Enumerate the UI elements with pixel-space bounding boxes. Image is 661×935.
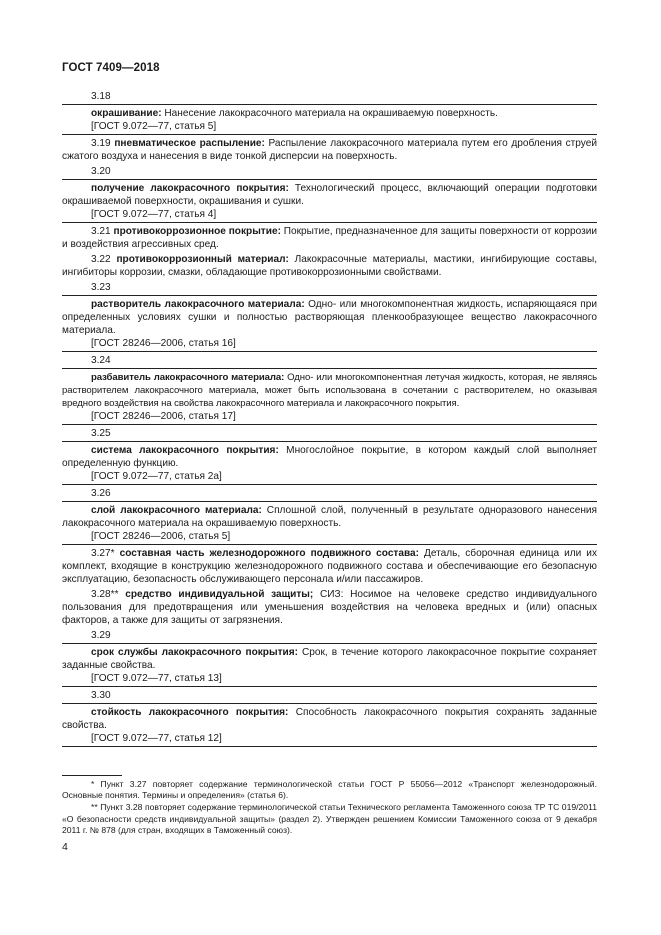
definition-text (62, 182, 597, 208)
term-entry (62, 225, 597, 251)
entry-number: 3.19 (91, 138, 111, 149)
term-definition: Способность лакокрасочного покрытия сохранять заданные свойства. (62, 707, 597, 731)
source-reference: [ГОСТ 9.072—77, статья 2а] (91, 471, 222, 482)
entry-number: 3.22 (91, 254, 111, 265)
term-name: окрашивание: (91, 108, 162, 119)
term-name: получение лакокрасочного покрытия: (91, 183, 289, 194)
footnote-item: * Пункт 3.27 повторяет содержание терминологической статьи ГОСТ Р 55056—2012 «Транспорт железнодорожный. Основные понятия. Термины и определения» (статья 6). (62, 779, 597, 801)
term-definition: Сплошной слой, полученный в результате одноразового нанесения лакокрасочного материала на окрашиваемую поверхность. (62, 505, 598, 529)
term-name: система лакокрасочного покрытия: (91, 445, 279, 456)
footnotes (62, 775, 597, 837)
term-name: растворитель лакокрасочного материала: (91, 299, 305, 310)
term-entry (62, 281, 597, 352)
entry-number: 3.25 (91, 428, 111, 439)
source-reference: [ГОСТ 9.072—77, статья 12] (91, 733, 222, 744)
term-entry (62, 253, 597, 279)
definition-text (62, 444, 597, 470)
terms-section (62, 90, 597, 749)
term-entry (62, 137, 597, 163)
definition-box (62, 179, 597, 223)
term-entry (62, 629, 597, 687)
term-entry (62, 487, 597, 545)
term-name: разбавитель лакокрасочного материала: (91, 372, 285, 383)
term-name: срок службы лакокрасочного покрытия: (91, 647, 298, 658)
document-header: ГОСТ 7409—2018 (62, 62, 160, 74)
page-number: 4 (62, 841, 68, 853)
definition-box (62, 703, 597, 747)
term-definition: Многослойное покрытие, в котором каждый слой выполняет определенную функцию. (62, 445, 597, 469)
term-entry (62, 354, 597, 425)
entry-number: 3.28** (91, 589, 119, 600)
definition-box (62, 104, 597, 135)
entry-number: 3.26 (91, 488, 111, 499)
entry-number: 3.27* (91, 548, 115, 559)
term-name: противокоррозионное покрытие: (113, 226, 281, 237)
footnote-item: ** Пункт 3.28 повторяет содержание терминологической статьи Технического регламента Таможенного союза ТР ТС 019/2011 «О безопасности средств индивидуальной защиты» (раздел 2). Утвержден решением Комиссии Таможенного союза от 9 декабря 2011 г. № 878 (для стран, входящих в Таможенный союз). (62, 802, 597, 835)
term-name: противокоррозионный материал: (116, 254, 289, 265)
term-entry (62, 689, 597, 747)
term-name: составная часть железнодорожного подвижного состава: (119, 548, 420, 559)
term-entry (62, 90, 597, 135)
term-entry (62, 165, 597, 223)
definition-box (62, 368, 597, 425)
term-definition: Одно- или многокомпонентная жидкость, испаряющаяся при определенных условиях сушки и полностью растворяющая пленкообразующее вещество лакокрасочного материала. (62, 299, 597, 336)
entry-number: 3.24 (91, 355, 111, 366)
source-reference: [ГОСТ 9.072—77, статья 4] (91, 209, 217, 220)
entry-number: 3.20 (91, 166, 111, 177)
source-reference: [ГОСТ 9.072—77, статья 5] (91, 121, 217, 132)
term-name: слой лакокрасочного материала: (91, 505, 262, 516)
term-definition: Лакокрасочные материалы, мастики, ингибирующие составы, ингибиторы коррозии, смазки, обладающие противокоррозионными свойствами. (62, 254, 598, 278)
source-reference: [ГОСТ 28246—2006, статья 5] (91, 531, 231, 542)
source-reference: [ГОСТ 28246—2006, статья 17] (91, 411, 236, 422)
term-name: стойкость лакокрасочного покрытия: (91, 707, 289, 718)
definition-text (62, 298, 597, 337)
term-entry (62, 588, 597, 627)
term-entry (62, 427, 597, 485)
definition-text (62, 706, 597, 732)
term-definition: Нанесение лакокрасочного материала на окрашиваемую поверхность. (161, 108, 498, 119)
definition-box (62, 643, 597, 687)
definition-text (62, 646, 597, 672)
source-reference: [ГОСТ 9.072—77, статья 13] (91, 673, 222, 684)
term-definition: Срок, в течение которого лакокрасочное покрытие сохраняет заданные свойства. (62, 647, 597, 671)
entry-number: 3.23 (91, 282, 111, 293)
term-definition: Одно- или многокомпонентная летучая жидкость, которая, не являясь растворителем лакокрасочного материала, может быть использована в сочетании с растворителем, но оказывая вредного воздействия на свойства лакокрасочного материала и лакокрасочного покрытия. (62, 372, 597, 409)
term-definition: Деталь, сборочная единица или их комплект, входящие в конструкцию железнодорожного подвижного состава и обеспечивающие его безопасную эксплуатацию, безопасность обслуживающего персонала и/или пассажиров. (62, 548, 597, 585)
term-entry (62, 547, 597, 586)
definition-text (62, 371, 597, 410)
footnote-divider (62, 775, 122, 776)
definition-box (62, 501, 597, 545)
definition-text (62, 107, 597, 120)
entry-number: 3.29 (91, 630, 111, 641)
term-definition: Покрытие, предназначенное для защиты поверхности от коррозии и воздействия агрессивных сред. (62, 226, 597, 250)
term-definition: Технологический процесс, включающий операции подготовки окрашиваемой поверхности, окрашивания и сушки. (62, 183, 598, 207)
entry-number: 3.18 (91, 91, 111, 102)
definition-box (62, 295, 597, 352)
term-definition: Распыление лакокрасочного материала путем его дробления струей сжатого воздуха и нанесения в виде тонкой дисперсии на поверхность. (62, 138, 597, 162)
entry-number: 3.21 (91, 226, 111, 237)
term-definition: СИЗ: Носимое на человеке средство индивидуального пользования для предотвращения или уменьшения воздействия на человека вредных и (или) опасных факторов, а также для защиты от загрязнения. (62, 589, 598, 626)
term-name: средство индивидуальной защиты; (125, 589, 314, 600)
entry-number: 3.30 (91, 690, 111, 701)
source-reference: [ГОСТ 28246—2006, статья 16] (91, 338, 236, 349)
term-name: пневматическое распыление: (114, 138, 265, 149)
definition-box (62, 441, 597, 485)
definition-text (62, 504, 597, 530)
